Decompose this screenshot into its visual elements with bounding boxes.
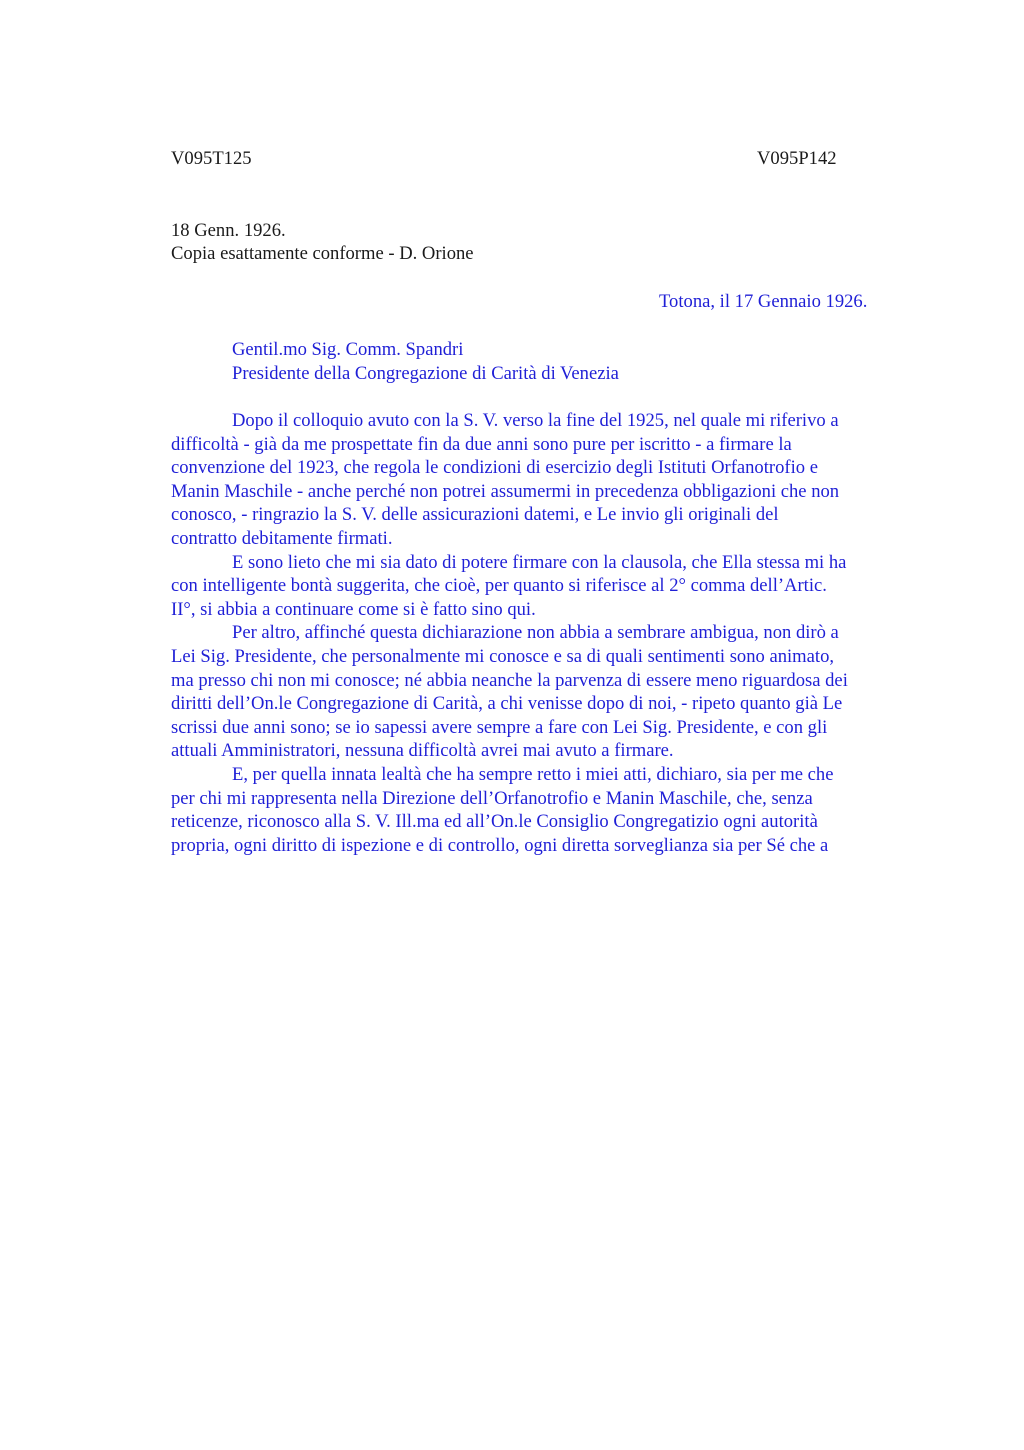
letter-body — [171, 409, 931, 857]
letter-line: conosco, - ringrazio la S. V. delle assicurazioni datemi, e Le invio gli originali del — [171, 504, 779, 526]
letter-line: Dopo il colloquio avuto con la S. V. verso la fine del 1925, nel quale mi riferivo a — [232, 410, 839, 431]
letter-line: contratto debitamente firmati. — [171, 527, 393, 549]
letter-line: Manin Maschile - anche perché non potrei assumermi in precedenza obbligazioni che non — [171, 480, 840, 502]
letter-line: attuali Amministratori, nessuna difficoltà avrei mai avuto a firmare. — [171, 740, 674, 762]
letter-line: Per altro, affinché questa dichiarazione non abbia a sembrare ambigua, non dirò a — [232, 622, 839, 644]
document-code-left: V095T125 — [171, 148, 252, 169]
addressee-title: Presidente della Congregazione di Carità di Venezia — [232, 363, 619, 384]
letter-line: diritti dell’On.le Congregazione di Carità, a chi venisse dopo di noi, - ripeto quanto già Le — [171, 693, 843, 715]
letter-line: scrissi due anni sono; se io sapessi avere sempre a fare con Lei Sig. Presidente, e con gli — [171, 716, 828, 738]
letter-line: propria, ogni diritto di ispezione e di controllo, ogni diretta sorveglianza sia per Sé che a — [171, 834, 829, 856]
letter-line: convenzione del 1923, che regola le condizioni di esercizio degli Istituti Orfanotrofio e — [171, 457, 818, 479]
copy-conformity-note: Copia esattamente conforme - D. Orione — [171, 243, 474, 264]
addressee-name: Gentil.mo Sig. Comm. Spandri — [232, 339, 464, 360]
letter-line: II°, si abbia a continuare come si è fatto sino qui. — [171, 598, 536, 620]
letter-line: ma presso chi non mi conosce; né abbia neanche la parvenza di essere meno riguardosa dei — [171, 669, 848, 691]
letter-line: reticenze, riconosco alla S. V. Ill.ma ed all’On.le Consiglio Congregatizio ogni autorità — [171, 811, 818, 833]
letter-line: per chi mi rappresenta nella Direzione dell’Orfanotrofio e Manin Maschile, che, senza — [171, 787, 813, 809]
letter-line: difficoltà - già da me prospettate fin da due anni sono pure per iscritto - a firmare la — [171, 433, 792, 455]
note-date: 18 Genn. 1926. — [171, 220, 286, 241]
letter-place-date: Totona, il 17 Gennaio 1926. — [659, 291, 868, 312]
letter-line: E sono lieto che mi sia dato di potere firmare con la clausola, che Ella stessa mi ha — [232, 551, 847, 573]
letter-line: E, per quella innata lealtà che ha sempre retto i miei atti, dichiaro, sia per me che — [232, 763, 834, 785]
letter-line: Lei Sig. Presidente, che personalmente mi conosce e sa di quali sentimenti sono animato, — [171, 645, 835, 667]
document-code-right: V095P142 — [757, 148, 837, 169]
letter-line: con intelligente bontà suggerita, che cioè, per quanto si riferisce al 2° comma dell’Artic. — [171, 575, 827, 597]
